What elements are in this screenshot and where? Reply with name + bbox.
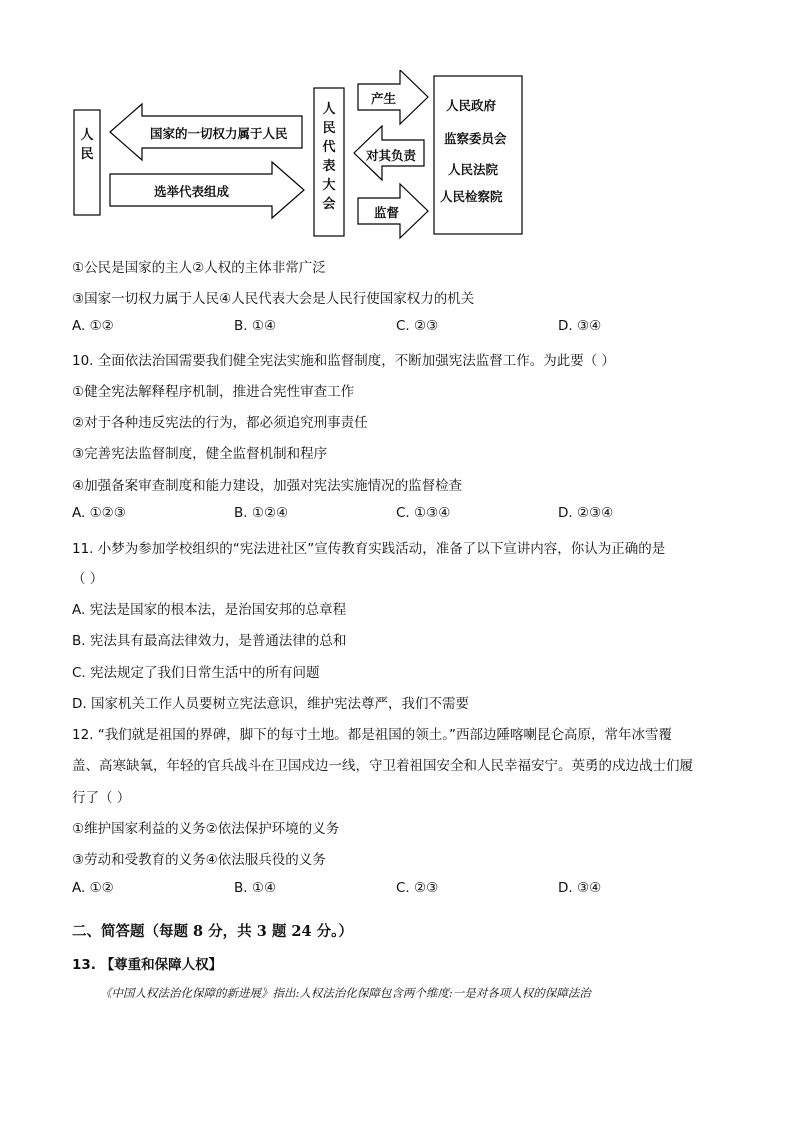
q10-statement-3: ③完善宪法监督制度，健全监督机制和程序: [72, 446, 328, 462]
arrow-supervise-label: 监督: [374, 205, 400, 220]
arrow-elect-label: 选举代表组成: [154, 184, 230, 199]
q11-option-c[interactable]: C. 宪法规定了我们日常生活中的所有问题: [72, 665, 320, 681]
q11-stem-line-1: 11. 小梦为参加学校组织的“宪法进社区”宣传教育实践活动，准备了以下宣讲内容，你认为正确的是: [72, 541, 666, 557]
q9-statement-2: ③国家一切权力属于人民④人民代表大会是人民行使国家权力的机关: [72, 291, 475, 307]
congress-label: 人 民 代 表 大 会: [322, 102, 336, 212]
organ-government: 人民政府: [446, 98, 497, 113]
q11-option-b[interactable]: B. 宪法具有最高法律效力，是普通法律的总和: [72, 633, 347, 649]
q10-option-c[interactable]: C. ①③④: [396, 505, 451, 521]
q10-option-b[interactable]: B. ①②④: [234, 505, 289, 521]
q9-statement-1: ①公民是国家的主人②人权的主体非常广泛: [72, 260, 326, 276]
q11-stem-line-2: （ ）: [72, 571, 104, 587]
people-congress-diagram: [72, 70, 532, 240]
arrow-responsible-label: 对其负责: [366, 148, 417, 163]
q12-stem-line-1: 12. “我们就是祖国的界碑，脚下的每寸土地。都是祖国的领土。”西部边陲喀喇昆仑高原，常年冰雪覆: [72, 727, 672, 743]
q13-title: 13. 【尊重和保障人权】: [72, 957, 223, 973]
q9-option-b[interactable]: B. ①④: [234, 318, 277, 334]
q13-quote: 《中国人权法治化保障的新进展》指出:人权法治化保障包含两个维度:一是对各项人权的保障法治: [100, 986, 591, 1000]
q9-option-c[interactable]: C. ②③: [396, 318, 439, 334]
q9-option-d[interactable]: D. ③④: [558, 318, 602, 334]
q12-stem-line-2: 盖、高寒缺氧，年轻的官兵战斗在卫国戍边一线，守卫着祖国安全和人民幸福安宁。英勇的戍边战士们履: [72, 758, 693, 774]
q12-statement-1: ①维护国家利益的义务②依法保护环境的义务: [72, 821, 340, 837]
q9-option-a[interactable]: A. ①②: [72, 318, 114, 334]
arrow-power-label: 国家的一切权力属于人民: [150, 126, 288, 141]
arrow-produce-label: 产生: [371, 91, 397, 106]
q12-option-a[interactable]: A. ①②: [72, 880, 114, 896]
section-heading: 二、简答题（每题 8 分，共 3 题 24 分。）: [72, 923, 353, 940]
q10-statement-4: ④加强备案审查制度和能力建设，加强对宪法实施情况的监督检查: [72, 478, 463, 494]
q12-option-c[interactable]: C. ②③: [396, 880, 439, 896]
q11-option-a[interactable]: A. 宪法是国家的根本法，是治国安邦的总章程: [72, 602, 347, 618]
q12-stem-line-3: 行了（ ）: [72, 790, 131, 806]
q12-statement-2: ③劳动和受教育的义务④依法服兵役的义务: [72, 852, 326, 868]
q10-statement-1: ①健全宪法解释程序机制，推进合宪性审查工作: [72, 384, 355, 400]
q10-stem: 10. 全面依法治国需要我们健全宪法实施和监督制度，不断加强宪法监督工作。为此要（ ）: [72, 353, 616, 369]
q12-option-d[interactable]: D. ③④: [558, 880, 602, 896]
q10-option-d[interactable]: D. ②③④: [558, 505, 614, 521]
organ-supervision: 监察委员会: [444, 131, 507, 146]
q10-option-a[interactable]: A. ①②③: [72, 505, 126, 521]
people-label: 人 民: [80, 128, 94, 162]
q10-statement-2: ②对于各种违反宪法的行为，都必须追究刑事责任: [72, 415, 368, 431]
q12-option-b[interactable]: B. ①④: [234, 880, 277, 896]
organ-procuratorate: 人民检察院: [440, 189, 503, 204]
organ-court: 人民法院: [448, 162, 499, 177]
q11-option-d[interactable]: D. 国家机关工作人员要树立宪法意识，维护宪法尊严，我们不需要: [72, 696, 469, 712]
